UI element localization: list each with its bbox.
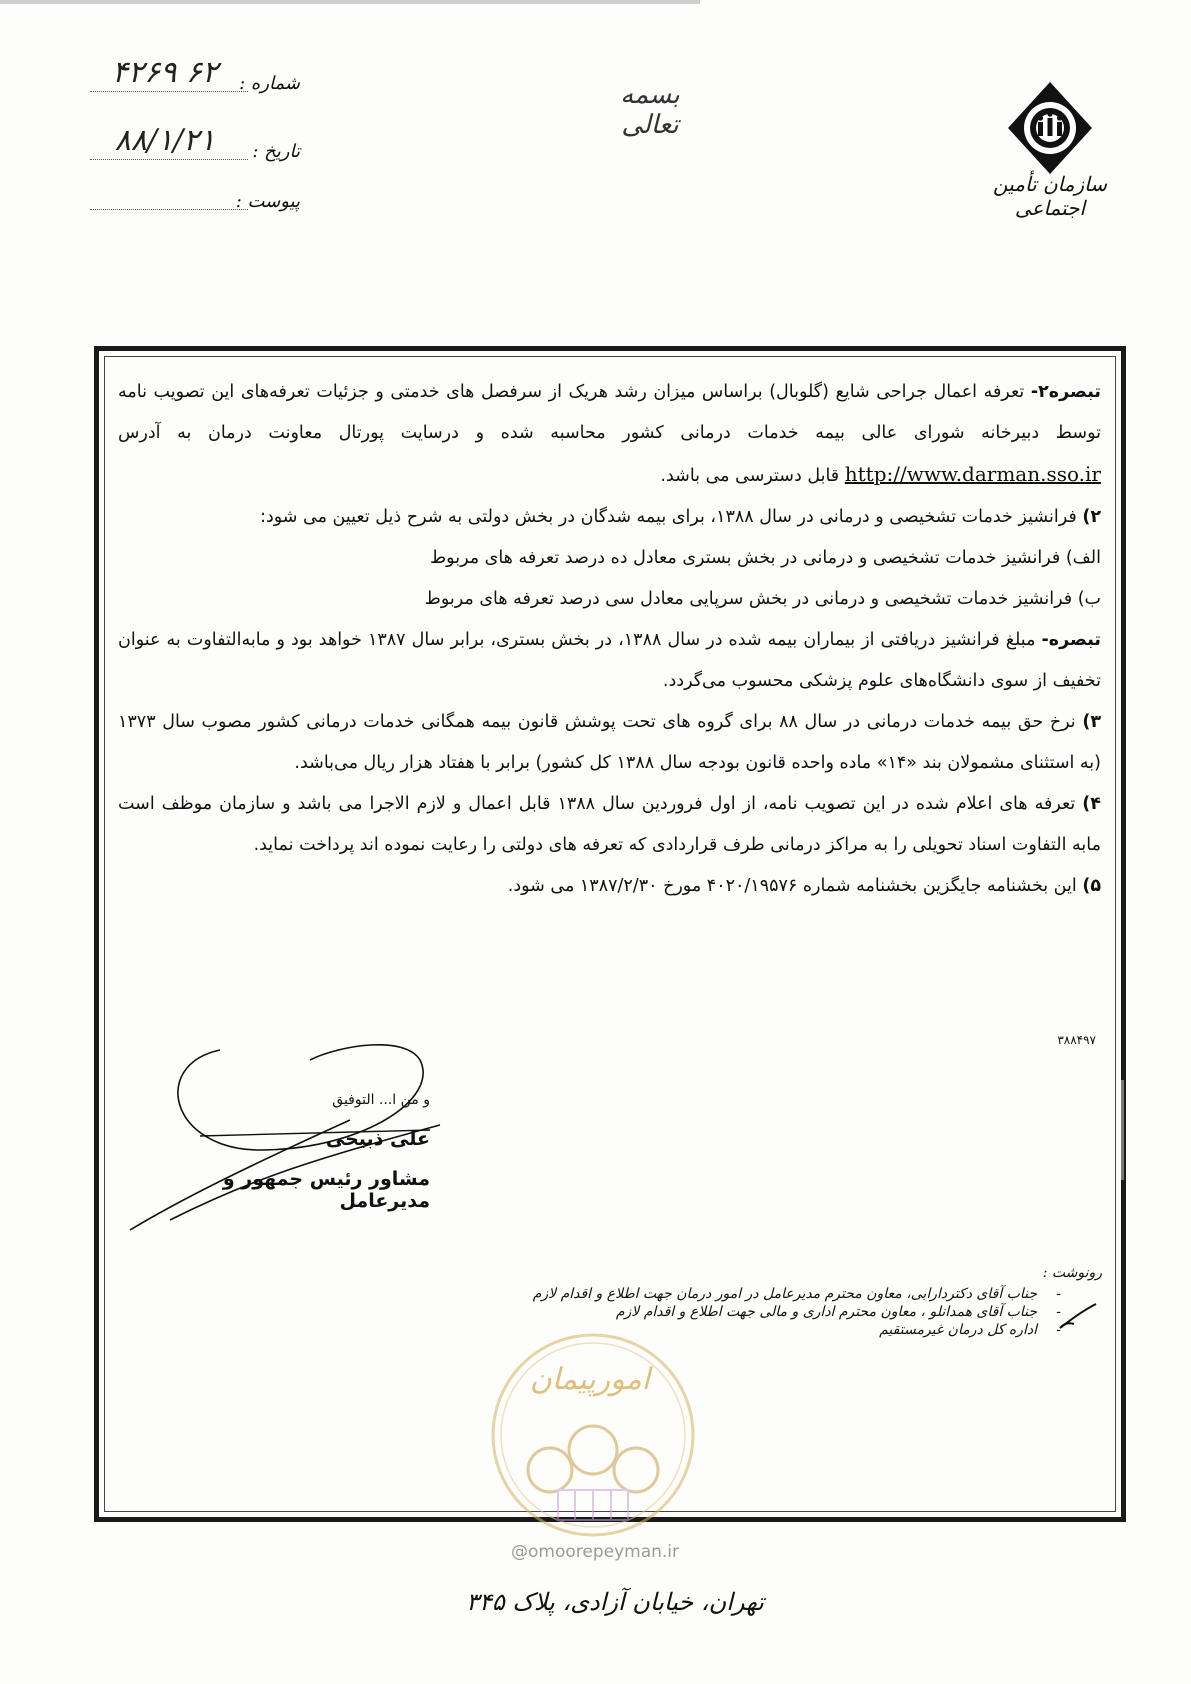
note-paragraph: [118, 620, 1101, 702]
reference-code: ۳۸۸۴۹۷: [1057, 1033, 1096, 1047]
clause-2a-paragraph: الف) فرانشیز خدمات تشخیصی و درمانی در بخش بستری معادل ده درصد تعرفه های مربوط: [429, 548, 1101, 568]
date-row: [90, 123, 300, 168]
attachment-dotted-line: [90, 209, 248, 210]
organization-name: سازمان تأمین اجتماعی: [993, 172, 1107, 220]
signer-title: مشاور رئیس جمهور و مدیرعامل: [222, 1168, 430, 1212]
clause-3-lead: ۳): [1082, 712, 1101, 732]
clause-3-paragraph: [118, 702, 1101, 784]
number-dotted-line: [90, 91, 248, 92]
note-2-lead: تبصره۲-: [1030, 382, 1101, 402]
note-text: مبلغ فرانشیز دریافتی از بیماران بیمه شده در سال ۱۳۸۸، در بخش بستری، برابر سال ۱۳۸۷ خواهد بود و مابه‌التفاوت به عنوان تخفیف از سوی دانشگاه‌های علوم پزشکی محسوب می‌گردد.: [118, 630, 1101, 691]
clause-2-paragraph: [118, 497, 1101, 538]
date-dotted-line: [90, 159, 248, 160]
clause-4-paragraph: [118, 784, 1101, 866]
cc-checkmark: [1058, 1300, 1098, 1330]
watermark-site: @omoorepeyman.ir: [510, 1542, 680, 1562]
clause-3-text: نرخ حق بیمه خدمات درمانی در سال ۸۸ برای گروه های تحت پوشش قانون بیمه همگانی خدمات درمانی کشور مصوب سال ۱۳۷۳ (به استثنای مشمولان بند «۱۴» ماده واحده قانون بودجه سال ۱۳۸۸ کل کشور) برابر با هفتاد هزار ریال می‌باشد.: [118, 712, 1101, 773]
watermark-text: امورپیمان: [529, 1362, 650, 1397]
date-label: تاریخ :: [252, 141, 300, 162]
darman-portal-link[interactable]: http://www.darman.sso.ir: [844, 462, 1101, 486]
signer-name: علی ذبیحی: [325, 1128, 430, 1150]
cc-item: - جناب آقای همدانلو ، معاون محترم اداری و مالی جهت اطلاع و اقدام لازم: [420, 1303, 1065, 1321]
cc-title: رونوشت :: [1042, 1265, 1102, 1281]
note-lead: تبصره-: [1041, 630, 1101, 650]
attachment-row: [90, 178, 300, 218]
clause-5-text: این بخشنامه جایگزین بخشنامه شماره ۴۰۲۰/۱۹۵۷۶ مورخ ۱۳۸۷/۲/۳۰ می شود.: [507, 876, 1077, 896]
scan-edge: [0, 0, 700, 4]
number-label: شماره :: [239, 73, 300, 94]
number-row: [90, 55, 300, 100]
clause-4-lead: ۴): [1082, 794, 1101, 814]
frame-edge-mark: [1121, 1080, 1124, 1180]
clause-2-text: فرانشیز خدمات تشخیصی و درمانی در سال ۱۳۸۸، برای بیمه شدگان در بخش دولتی به شرح ذیل تعیین می شود:: [260, 507, 1077, 527]
clause-5-paragraph: [118, 866, 1101, 907]
clause-2b-paragraph: ب) فرانشیز خدمات تشخیصی و درمانی در بخش سرپایی معادل سی درصد تعرفه های مربوط: [424, 589, 1101, 609]
clause-5-lead: ۵): [1082, 876, 1101, 896]
clause-2-lead: ۲): [1082, 507, 1101, 527]
letter-body: [118, 372, 1101, 907]
note-2-text: تعرفه اعمال جراحی شایع (گلوبال) براساس میزان رشد هریک از سرفصل های خدمتی و جزئیات تعرفه‌های این تصویب نامه توسط دبیرخانه شورای عالی بیمه خدمات درمانی کشور محاسبه شده و درسایت پورتال معاونت درمان به آدرس: [118, 382, 1101, 443]
basmala-heading: بسمه تعالی: [620, 80, 680, 140]
footer-address: تهران، خیابان آزادی، پلاک ۳۴۵: [466, 1588, 764, 1616]
cc-item: - جناب آقای دکتردارابی، معاون محترم مدیرعامل در امور درمان جهت اطلاع و اقدام لازم: [420, 1285, 1065, 1303]
cc-item: - اداره کل درمان غیرمستقیم: [420, 1321, 1065, 1339]
note-2-paragraph: [118, 372, 1101, 497]
letter-date: ۸۸/۱/۲۱: [114, 123, 216, 158]
letter-number: ۴۲۶۹ ۶۲: [111, 55, 219, 90]
attachment-label: پیوست :: [235, 191, 300, 212]
organization-logo: [1000, 78, 1100, 178]
closing-phrase: و من ا... التوفیق: [332, 1092, 430, 1108]
note-2-tail: قابل دسترسی می باشد.: [660, 466, 840, 486]
clause-4-text: تعرفه های اعلام شده در این تصویب نامه، از اول فروردین سال ۱۳۸۸ قابل اعمال و لازم الاجرا می باشد و سازمان موظف است مابه التفاوت اسناد تحویلی را به مراکز درمانی طرف قراردادی که تعرفه های دولتی را رعایت نموده اند پرداخت نماید.: [118, 794, 1101, 855]
